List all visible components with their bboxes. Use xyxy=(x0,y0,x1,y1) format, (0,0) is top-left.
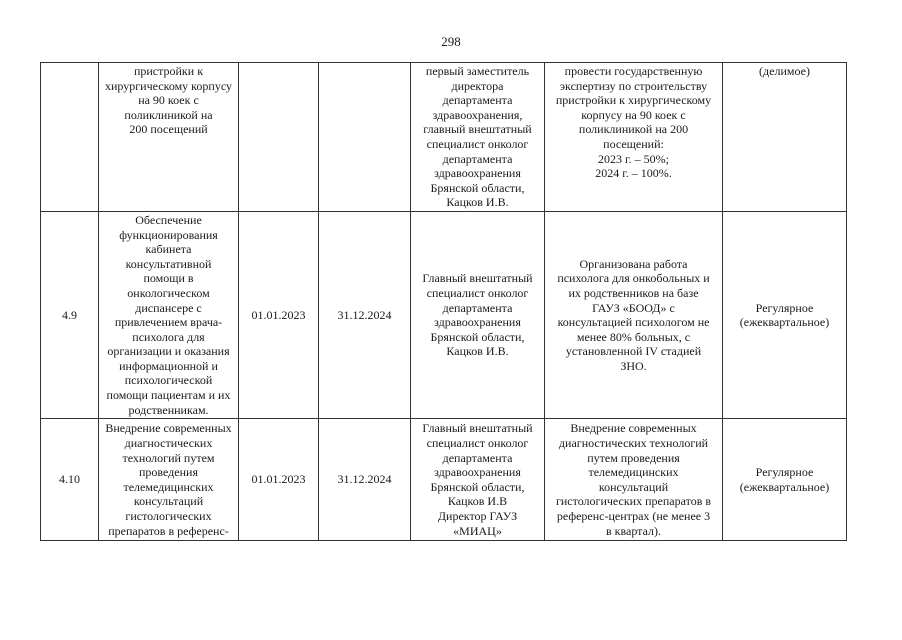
result-cell: Внедрение современных диагностических технологий путем проведения телемедицинских консультаций гистологических препаратов в референс-центрах (не менее 3 в квартал). xyxy=(545,419,723,541)
responsible-cell: Главный внештатный специалист онколог департамента здравоохранения Брянской области, Кацков И.В. xyxy=(411,211,545,418)
event-cell: Обеспечение функционирования кабинета консультативной помощи в онкологическом диспансере с привлечением врача- психолога для организации и оказания информационной и психологической помощи пациентам и их родственникам. xyxy=(99,211,239,418)
end-date-cell: 31.12.2024 xyxy=(319,419,411,541)
event-cell: пристройки к хирургическому корпусу на 90 коек с поликлиникой на 200 посещений xyxy=(99,63,239,212)
start-date-cell: 01.01.2023 xyxy=(239,211,319,418)
type-cell: Регулярное (ежеквартальное) xyxy=(723,419,847,541)
start-date-cell xyxy=(239,63,319,212)
end-date-cell xyxy=(319,63,411,212)
row-number-cell xyxy=(41,63,99,212)
table-row xyxy=(41,63,847,212)
page-number: 298 xyxy=(441,34,461,49)
action-plan-table xyxy=(40,62,847,541)
row-number-cell: 4.9 xyxy=(41,211,99,418)
table-row xyxy=(41,419,847,541)
event-cell: Внедрение современных диагностических технологий путем проведения телемедицинских консультаций гистологических препаратов в референс- xyxy=(99,419,239,541)
start-date-cell: 01.01.2023 xyxy=(239,419,319,541)
result-cell: Организована работа психолога для онкобольных и их родственников на базе ГАУЗ «БООД» с консультацией психологом не менее 80% больных, с установленной IV стадией ЗНО. xyxy=(545,211,723,418)
result-cell: провести государственную экспертизу по строительству пристройки к хирургическому корпусу на 90 коек с поликлиникой на 200 посещений: 2023 г. – 50%; 2024 г. – 100%. xyxy=(545,63,723,212)
responsible-cell: Главный внештатный специалист онколог департамента здравоохранения Брянской области, Кацков И.В Директор ГАУЗ «МИАЦ» xyxy=(411,419,545,541)
type-cell: (делимое) xyxy=(723,63,847,212)
responsible-cell: первый заместитель директора департамента здравоохранения, главный внештатный специалист онколог департамента здравоохранения Брянской области, Кацков И.В. xyxy=(411,63,545,212)
type-cell: Регулярное (ежеквартальное) xyxy=(723,211,847,418)
end-date-cell: 31.12.2024 xyxy=(319,211,411,418)
table-row xyxy=(41,211,847,418)
row-number-cell: 4.10 xyxy=(41,419,99,541)
